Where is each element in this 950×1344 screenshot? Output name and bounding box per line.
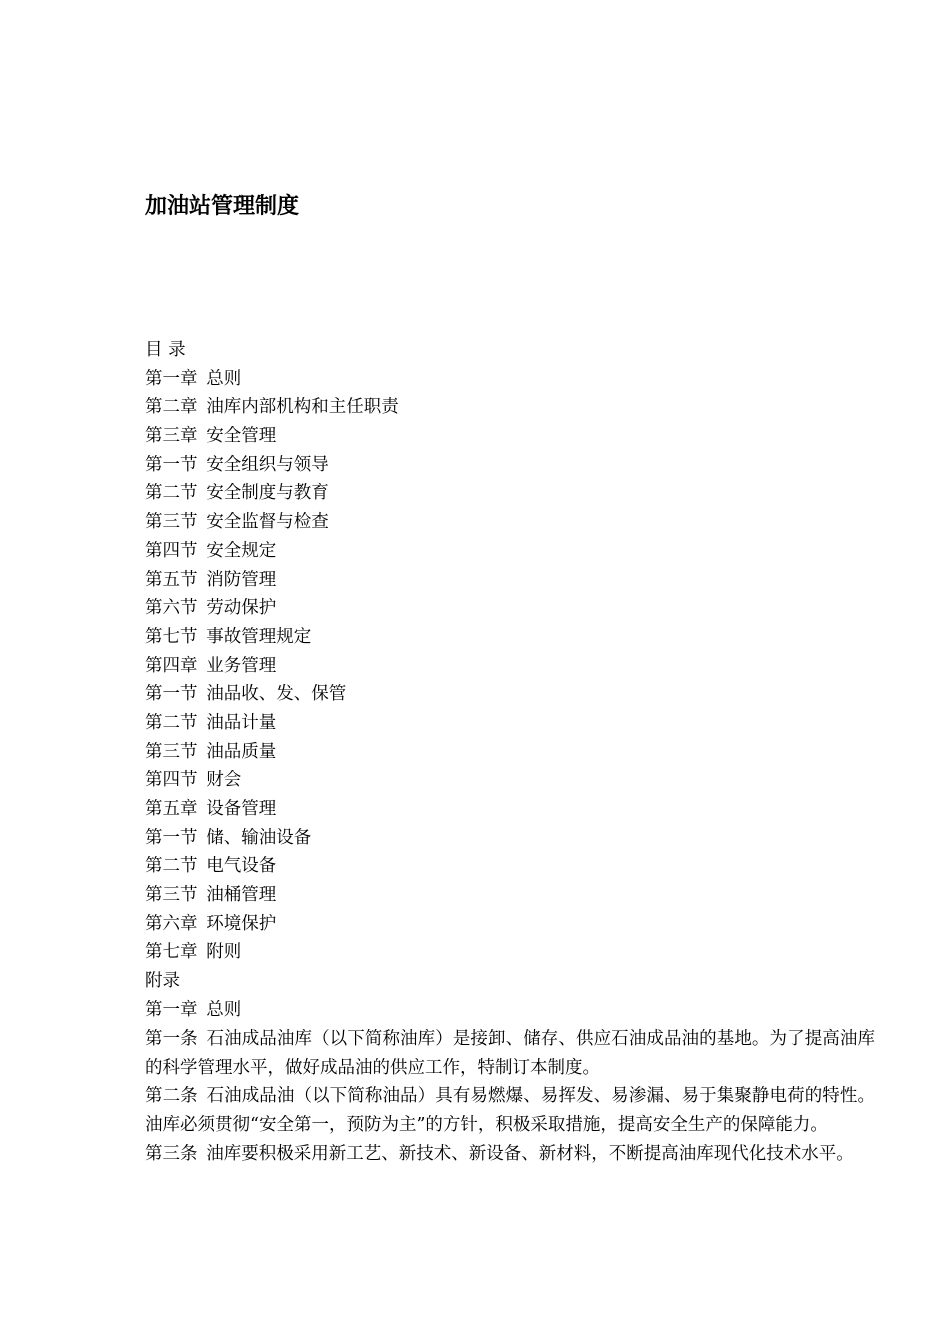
toc-item[interactable] [145, 766, 875, 795]
chapter-title: 总则 [206, 999, 242, 1020]
toc-item[interactable] [145, 910, 875, 939]
toc-item[interactable] [145, 852, 875, 881]
toc-item-text: 安全管理 [206, 426, 277, 447]
appendix-label: 附录 [145, 971, 180, 992]
toc-item-text: 消防管理 [206, 569, 277, 590]
toc-item-number: 第三节 [145, 741, 198, 762]
toc-item-number: 第三章 [145, 426, 198, 447]
articles-body [145, 1025, 875, 1169]
toc-item[interactable] [145, 422, 875, 451]
chapter-heading [145, 996, 875, 1025]
chapter-number: 第一章 [145, 999, 198, 1020]
toc-item-number: 第二节 [145, 712, 198, 733]
toc-item-number: 第三节 [145, 512, 198, 533]
toc-item-text: 业务管理 [206, 655, 277, 676]
toc-item[interactable] [145, 508, 875, 537]
article-paragraph [145, 1082, 875, 1139]
toc-item[interactable] [145, 652, 875, 681]
toc-item-number: 第二节 [145, 483, 198, 504]
toc-item-text: 劳动保护 [206, 598, 277, 619]
toc-item-number: 第四节 [145, 770, 198, 791]
toc-item-text: 安全规定 [206, 540, 277, 561]
toc-item[interactable] [145, 594, 875, 623]
article-text: 石油成品油库（以下简称油库）是接卸、储存、供应石油成品油的基地。为了提高油库的科学管理水平，做好成品油的供应工作，特制订本制度。 [145, 1029, 875, 1078]
toc-item[interactable] [145, 451, 875, 480]
toc-item-text: 油品计量 [206, 712, 277, 733]
toc-item[interactable] [145, 623, 875, 652]
toc-item[interactable] [145, 824, 875, 853]
toc-item-number: 第六节 [145, 598, 198, 619]
article-text: 石油成品油（以下简称油品）具有易燃爆、易挥发、易渗漏、易于集聚静电荷的特性。油库必须贯彻“安全第一，预防为主”的方针，积极采取措施，提高安全生产的保障能力。 [145, 1086, 875, 1136]
toc-item[interactable] [145, 709, 875, 738]
toc-item-text: 附则 [206, 942, 242, 963]
article-text: 油库要积极采用新工艺、新技术、新设备、新材料，不断提高油库现代化技术水平。 [206, 1143, 854, 1164]
article-number: 第三条 [145, 1143, 198, 1164]
toc-item-number: 第五节 [145, 569, 198, 590]
toc-item-text: 油品收、发、保管 [206, 684, 347, 705]
article-number: 第一条 [145, 1029, 198, 1049]
toc-item-number: 第四节 [145, 540, 198, 561]
toc-item-number: 第四章 [145, 655, 198, 676]
toc-item-text: 安全监督与检查 [206, 512, 329, 533]
toc-item-text: 安全组织与领导 [206, 454, 329, 475]
article-number: 第二条 [145, 1086, 198, 1107]
toc-item-number: 第二章 [145, 397, 198, 418]
toc-item-text: 安全制度与教育 [206, 483, 329, 504]
toc-item-text: 储、输油设备 [206, 827, 312, 848]
toc-item-text: 电气设备 [206, 856, 277, 877]
toc-item-text: 环境保护 [206, 913, 277, 934]
toc-item-text: 油品质量 [206, 741, 277, 762]
toc-item[interactable] [145, 537, 875, 566]
toc-item-number: 第一节 [145, 827, 198, 848]
table-of-contents [145, 336, 875, 1025]
article-paragraph [145, 1140, 875, 1169]
toc-item-number: 第二节 [145, 856, 198, 877]
toc-item-text: 财会 [206, 770, 242, 791]
toc-item-number: 第六章 [145, 913, 198, 934]
toc-item-number: 第七节 [145, 626, 198, 647]
toc-item[interactable] [145, 938, 875, 967]
toc-item[interactable] [145, 738, 875, 767]
toc-item[interactable] [145, 566, 875, 595]
toc-item[interactable] [145, 680, 875, 709]
toc-item[interactable] [145, 479, 875, 508]
toc-item-number: 第五章 [145, 799, 198, 819]
toc-item-text: 事故管理规定 [206, 626, 312, 647]
toc-item-text: 油桶管理 [206, 885, 277, 906]
toc-item-number: 第一节 [145, 684, 198, 705]
toc-item-number: 第七章 [145, 942, 198, 963]
toc-item-text: 设备管理 [206, 799, 277, 819]
toc-item[interactable] [145, 393, 875, 422]
toc-item-text: 总则 [206, 368, 242, 389]
toc-item[interactable] [145, 795, 875, 824]
toc-item-number: 第一章 [145, 368, 198, 389]
toc-item-number: 第一节 [145, 454, 198, 475]
toc-heading: 目 录 [145, 340, 186, 360]
toc-item[interactable] [145, 365, 875, 394]
toc-item-text: 油库内部机构和主任职责 [206, 397, 399, 418]
document-title: 加油站管理制度 [145, 194, 300, 219]
toc-item[interactable] [145, 881, 875, 910]
article-paragraph [145, 1025, 875, 1082]
toc-item-number: 第三节 [145, 885, 198, 906]
